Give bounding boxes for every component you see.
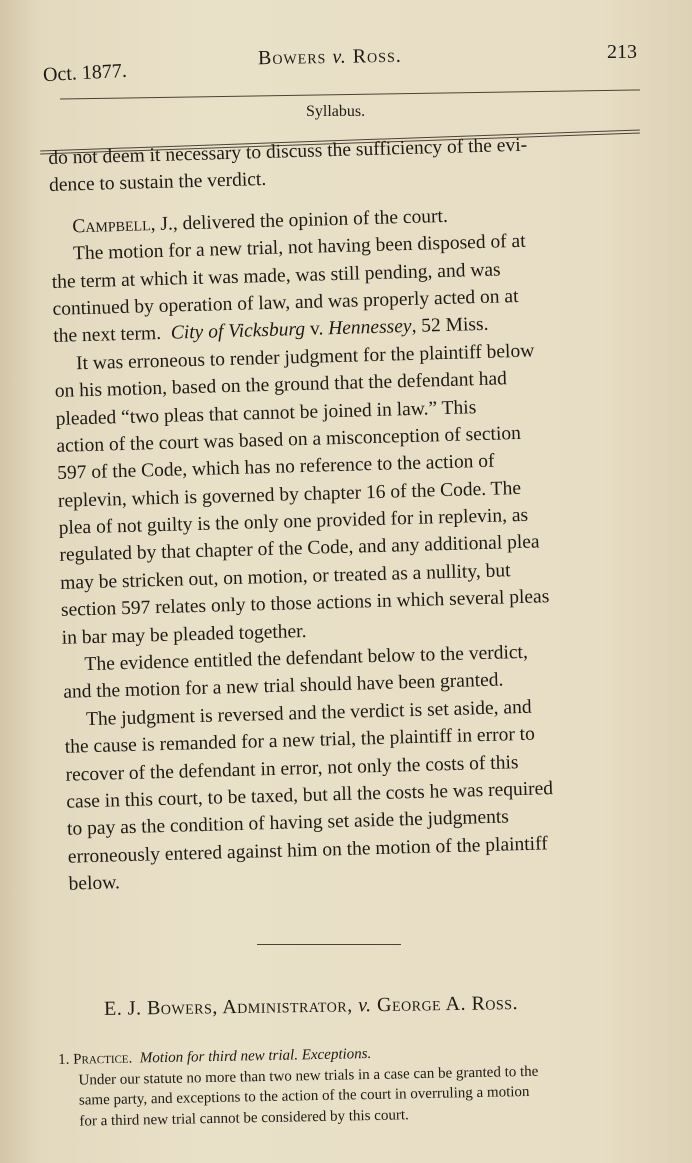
text-line: The motion for a new trial, not having been disposed of at bbox=[72, 230, 526, 265]
text-line: recover of the defendant in error, not only the costs of this bbox=[65, 751, 519, 786]
text-line: plea of not guilty is the only one provided for in replevin, as bbox=[58, 504, 529, 539]
citation-party: Hennessey bbox=[327, 316, 412, 340]
running-title bbox=[258, 45, 402, 71]
case-separator-rule bbox=[257, 944, 401, 945]
text-line: It was erroneous to render judgment for the plaintiff below bbox=[75, 340, 535, 375]
citation-versus: v. bbox=[309, 318, 324, 341]
headnote-subtopic: Motion for third new trial. Exceptions. bbox=[139, 1045, 372, 1067]
text-line: do not deem it necessary to discuss the sufficiency of the evi- bbox=[48, 134, 528, 169]
text-line: erroneously entered against him on the motion of the plaintiff bbox=[67, 833, 548, 868]
opinion-intro-text: , J., delivered the opinion of the court. bbox=[150, 205, 449, 235]
judge-name: Campbell bbox=[71, 213, 151, 238]
text-line: section 597 relates only to those actions in which several pleas bbox=[60, 586, 550, 622]
next-case-title bbox=[104, 992, 518, 1021]
running-title-versus: v. bbox=[332, 45, 347, 68]
text-line: the cause is remanded for a new trial, the plaintiff in error to bbox=[64, 723, 536, 758]
text-line: dence to sustain the verdict. bbox=[48, 169, 267, 197]
text-line: The judgment is reversed and the verdict is set aside, and bbox=[85, 696, 532, 730]
text-line: pleaded “two pleas that cannot be joined in law.” This bbox=[55, 396, 477, 430]
headnote-line: for a third new trial cannot be considered by this court. bbox=[79, 1106, 409, 1130]
header-rule bbox=[60, 89, 640, 99]
headnote-line: same party, and exceptions to the action of the court in overruling a motion bbox=[78, 1083, 530, 1109]
text-line: the term at which it was made, was still pending, and was bbox=[51, 258, 501, 293]
headnote bbox=[58, 1038, 669, 1132]
text-line: may be stricken out, on motion, or treated as a nullity, but bbox=[59, 560, 511, 594]
running-title-party-a: Bowers bbox=[257, 46, 327, 70]
text-line: below. bbox=[68, 872, 121, 895]
text-line: regulated by that chapter of the Code, and any additional plea bbox=[59, 531, 540, 567]
text-line: action of the court was based on a misconception of section bbox=[56, 422, 522, 457]
page-number: 213 bbox=[607, 41, 637, 63]
citation-reporter: , 52 Miss. bbox=[411, 314, 489, 338]
next-case-versus: v. bbox=[357, 994, 372, 1017]
term-date: Oct. 1877. bbox=[42, 59, 128, 87]
text-line: in bar may be pleaded together. bbox=[61, 620, 307, 649]
text-line: The evidence entitled the defendant below to the verdict, bbox=[84, 641, 529, 676]
next-case-party-a: E. J. Bowers, Administrator, bbox=[103, 994, 353, 1020]
text-line: continued by operation of law, and was properly acted on at bbox=[52, 285, 519, 320]
text-line: case in this court, to be taxed, but all the costs he was required bbox=[66, 778, 554, 813]
opinion-body bbox=[48, 128, 675, 898]
citation-prefix: the next term. bbox=[53, 323, 162, 348]
text-line: to pay as the condition of having set aside the judgments bbox=[66, 806, 510, 841]
citation-case: City of Vicksburg bbox=[170, 319, 306, 344]
text-line: on his motion, based on the ground that the defendant had bbox=[54, 368, 508, 403]
next-case-party-b: George A. Ross. bbox=[376, 992, 519, 1017]
text-line: replevin, which is governed by chapter 16 of the Code. The bbox=[57, 477, 522, 512]
section-label: Syllabus. bbox=[306, 103, 366, 120]
headnote-topic: Practice. bbox=[73, 1050, 133, 1068]
text-line: and the motion for a new trial should have been granted. bbox=[63, 669, 504, 704]
text-line: 597 of the Code, which has no reference to the action of bbox=[56, 450, 495, 485]
headnote-line: Under our statute no more than two new trials in a case can be granted to the bbox=[78, 1063, 539, 1089]
running-title-party-b: Ross. bbox=[352, 44, 402, 68]
headnote-number: 1. bbox=[58, 1051, 70, 1068]
